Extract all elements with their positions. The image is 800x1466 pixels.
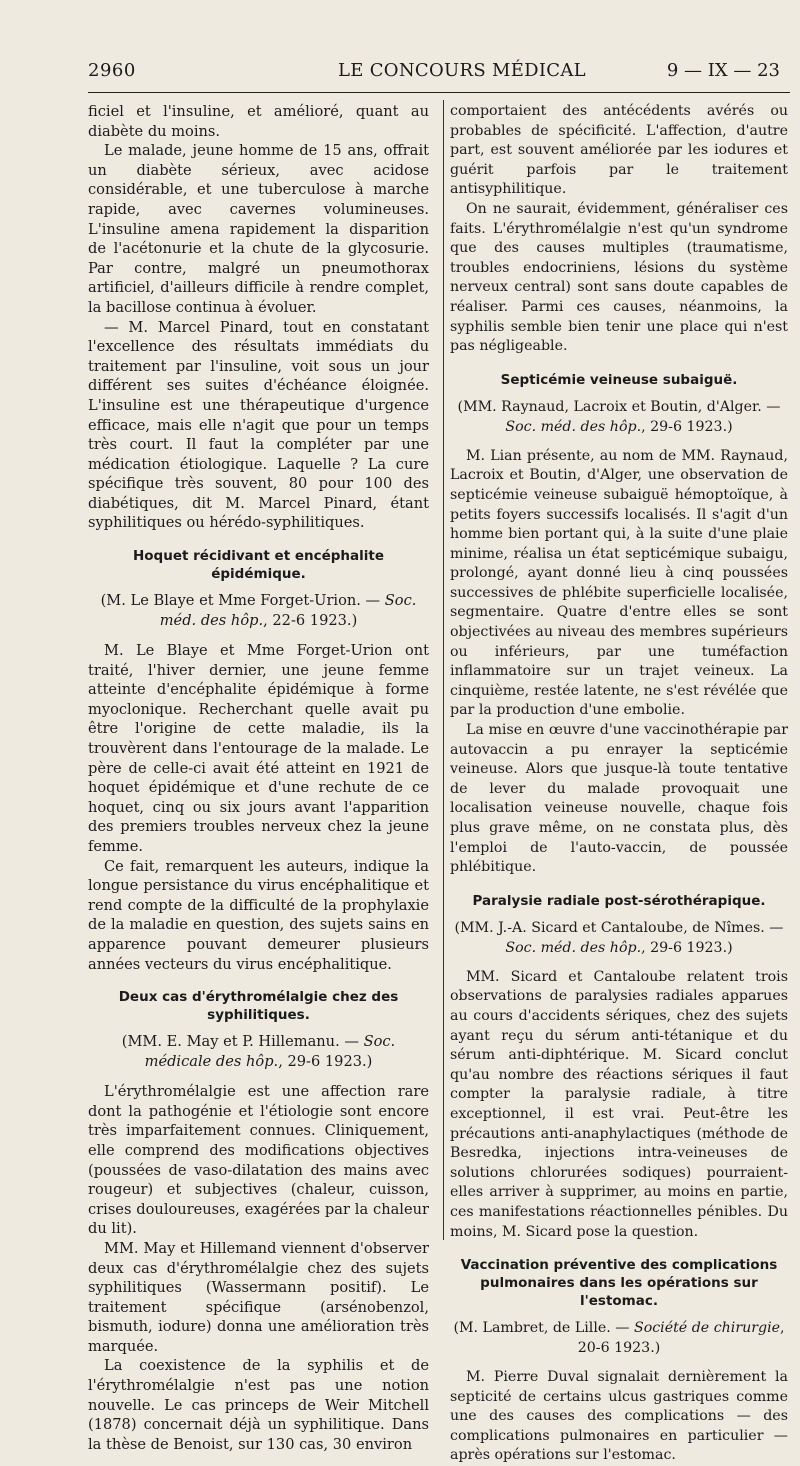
section-heading: Hoquet récidivant et encéphalite épidémique. (132, 548, 385, 583)
column-divider (443, 100, 444, 1240)
issue-date: 9 — IX — 23 (666, 60, 780, 81)
reference-source: Soc. méd. des hôp. (159, 592, 417, 630)
right-column (450, 102, 788, 1466)
reference-authors: (M. Lambret, de Lille. — (453, 1320, 634, 1337)
section-heading: Septicémie veineuse subaiguë. (500, 371, 738, 388)
page-header (88, 60, 780, 90)
paragraph: Le malade, jeune homme de 15 ans, offrait un diabète sérieux, avec acidose considérable, et une tuberculose à marche rapide, avec cavernes volumineuses. L'insuline amena rapidement la disparition de l'acétonurie et la chute de la glycosurie. Par contre, malgré un pneumothorax artificiel, d'ailleurs difficile à rendre complet, la bacillose continua à évoluer. (88, 142, 429, 316)
reference-source: Soc. médicale des hôp. (144, 1033, 396, 1071)
paragraph: M. Lian présente, au nom de MM. Raynaud, Lacroix et Boutin, d'Alger, une observation de septicémie veineuse subaiguë hémoptoïque, à petits foyers successifs localisés. Il s'agit d'un homme bien portant qui, à la suite d'une plaie minime, réalisa un état septicémique subaigu, prolongé, ayant donné lieu à cinq poussées successives de phlébite superficielle localisée, segmentaire. Quatre d'entre elles se sont objectivées au niveau des membres supérieurs ou inférieurs, par une tuméfaction inflammatoire sur un trajet veineux. La cinquième, restée latente, ne s'est révélée que par la production d'une embolie. (450, 447, 788, 719)
section-reference (450, 397, 788, 437)
section-reference (450, 918, 788, 958)
reference-authors: (MM. Raynaud, Lacroix et Boutin, d'Alger. — (457, 398, 781, 415)
header-rule (88, 92, 790, 93)
reference-date: , 29-6 1923.) (641, 939, 733, 956)
paragraph: — M. Marcel Pinard, tout en constatant l'excellence des résultats immédiats du traitement par l'insuline, voit sous un jour différent ses suites d'échéance éloignée. L'insuline est une thérapeutique d'urgence efficace, mais elle n'agit que pour un temps très court. Il faut la compléter par une médication étiologique. Laquelle ? La cure spécifique très souvent, 80 pour 100 des diabétiques, dit M. Marcel Pinard, étant syphilitiques ou hérédo-syphilitiques. (88, 318, 429, 532)
paragraph: ficiel et l'insuline, et amélioré, quant au diabète du moins. (88, 103, 429, 140)
section-reference (450, 1318, 788, 1358)
journal-title: LE CONCOURS MÉDICAL (338, 60, 586, 81)
section-heading: Deux cas d'érythromélalgie chez des syphilitiques. (118, 989, 399, 1024)
paragraph: comportaient des antécédents avérés ou probables de spécificité. L'affection, d'autre part, est souvent améliorée par les iodures et guérit parfois par le traitement antisyphilitique. (450, 103, 788, 198)
section-heading: Paralysie radiale post-sérothérapique. (472, 892, 766, 909)
page-number: 2960 (88, 60, 136, 81)
reference-date: , 20-6 1923.) (577, 1320, 785, 1357)
paragraph: MM. Sicard et Cantaloube relatent trois observations de paralysies radiales apparues au cours d'accidents sériques, chez des sujets ayant reçu du sérum anti-tétanique et du sérum anti-diphtérique. M. Sicard conclut qu'au nombre des réactions sériques il faut compter la paralysie radiale, à titre exceptionnel, il est vrai. Peut-être les précautions anti-anaphylactiques (méthode de Besredka, injections intra-veineuses de solutions chlorurées sodiques) pourraient-elles arriver à supprimer, au moins en partie, ces manifestations réactionnelles pénibles. Du moins, M. Sicard pose la question. (450, 968, 788, 1240)
paragraph: La mise en œuvre d'une vaccinothérapie par autovaccin a pu enrayer la septicémie veineuse. Alors que jusque-là toute tentative de lever du malade provoquait une localisation veineuse nouvelle, chaque fois plus grave même, on ne constata plus, dès l'emploi de l'auto-vaccin, de poussée phlébitique. (450, 722, 788, 876)
section-reference (88, 591, 429, 631)
paragraph: Ce fait, remarquent les auteurs, indique la longue persistance du virus encéphalitique et rend compte de la difficulté de la prophylaxie de la maladie en question, des sujets sains en apparence pouvant demeurer plusieurs années vecteurs du virus encéphalitique. (88, 857, 429, 973)
reference-authors: (M. Le Blaye et Mme Forget-Urion. — (100, 592, 385, 610)
paragraph: M. Le Blaye et Mme Forget-Urion ont traité, l'hiver dernier, une jeune femme atteinte d'encéphalite épidémique à forme myoclonique. Recherchant quelle avait pu être l'origine de cette maladie, ils la trouvèrent dans l'entourage de la malade. Le père de celle-ci avait été atteint en 1921 de hoquet épidémique et d'une rechute de ce hoquet, cinq ou six jours avant l'apparition des premiers troubles nerveux chez la jeune femme. (88, 642, 429, 855)
paragraph: MM. May et Hillemand viennent d'observer deux cas d'érythromélalgie chez des sujets syphilitiques (Wassermann positif). Le traitement spécifique (arsénobenzol, bismuth, iodure) donna une amélioration très marquée. (88, 1239, 429, 1355)
reference-source: Société de chirurgie (633, 1320, 781, 1337)
reference-date: , 29-6 1923.) (278, 1053, 373, 1071)
reference-source: Soc. méd. des hôp. (505, 418, 642, 435)
reference-authors: (MM. E. May et P. Hillemanu. — (121, 1033, 364, 1051)
paragraph: On ne saurait, évidemment, généraliser ces faits. L'érythromélalgie n'est qu'un syndrome que des causes multiples (traumatisme, troubles endocriniens, lésions du système nerveux central) sont sans doute capables de réaliser. Parmi ces causes, néanmoins, la syphilis semble bien tenir une place qui n'est pas négligeable. (450, 200, 788, 355)
paragraph: La coexistence de la syphilis et de l'érythromélalgie n'est pas une notion nouvelle. Le cas princeps de Weir Mitchell (1878) concernait déjà un syphilitique. Dans la thèse de Benoist, sur 130 cas, 30 environ (88, 1357, 429, 1453)
paragraph: L'érythromélalgie est une affection rare dont la pathogénie et l'étiologie sont encore très imparfaitement connues. Cliniquement, elle comprend des modifications objectives (poussées de vaso-dilatation des mains avec rougeur) et subjectives (chaleur, cuisson, crises douloureuses, exagérées par la chaleur du lit). (88, 1083, 429, 1238)
reference-date: , 22-6 1923.) (263, 612, 358, 630)
reference-date: , 29-6 1923.) (641, 418, 733, 435)
section-heading: Vaccination préventive des complications pulmonaires dans les opérations sur l'estomac. (460, 1257, 778, 1310)
left-column (88, 102, 429, 1454)
paragraph: M. Pierre Duval signalait dernièrement la septicité de certains ulcus gastriques comme une des causes des complications — des complications pulmonaires en particulier — après opérations sur l'estomac. (450, 1369, 788, 1464)
reference-authors: (MM. J.-A. Sicard et Cantaloube, de Nîmes. — (454, 919, 784, 936)
reference-source: Soc. méd. des hôp. (505, 939, 642, 956)
section-reference (88, 1032, 429, 1072)
